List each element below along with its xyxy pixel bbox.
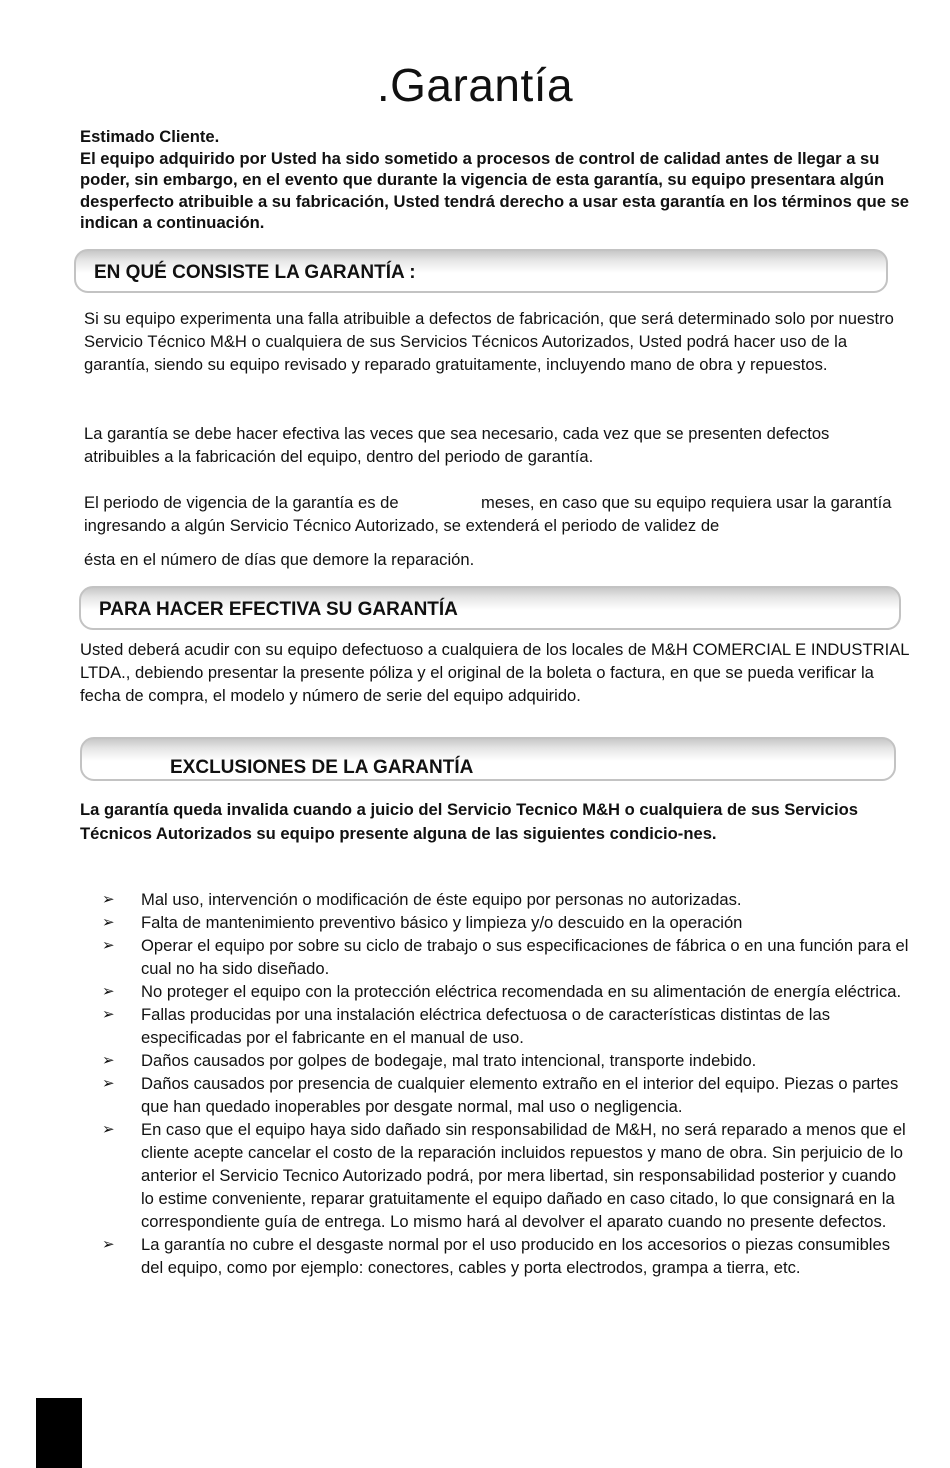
list-item-text: La garantía no cubre el desgaste normal por el uso producido en los accesorios o piezas consumibles del equipo, como por ejemplo: conectores, cables y porta electrodos, grampa a tierra, etc. — [141, 1235, 891, 1277]
list-item — [100, 911, 910, 934]
arrow-bullet-icon: ➢ — [102, 1006, 115, 1023]
list-item-text: En caso que el equipo haya sido dañado sin responsabilidad de M&H, no será reparado a menos que el cliente acepte cancelar el costo de la reparación incluidos repuestos y mano de obra. Sin perjuicio de lo anterior el Servicio Tecnico Autorizado podrá, por mera libertad, sin responsabilidad posterior y cuando lo estime conveniente, reparar gratuitamente el equipo dañado en caso citado, lo que consignará en la correspondiente guía de entrega. Lo mismo hará al devolver el aparato cuando no presente defectos. — [141, 1120, 906, 1231]
list-item — [100, 1072, 910, 1118]
consiste-paragraph-1: Si su equipo experimenta una falla atribuible a defectos de fabricación, que será determinado solo por nuestro Servicio Técnico M&H o cualquiera de sus Servicios Técnicos Autorizados, Usted podrá hacer uso de la garantía, siendo su equipo revisado y reparado gratuitamente, incluyendo mano de obra y repuestos. — [84, 309, 894, 374]
arrow-bullet-icon: ➢ — [102, 1052, 115, 1069]
list-item-text: Operar el equipo por sobre su ciclo de trabajo o sus especificaciones de fábrica o en una función para el cual no ha sido diseñado. — [141, 936, 909, 978]
vigencia-text-start: El periodo de vigencia de la garantía es de — [84, 493, 399, 512]
intro-text: El equipo adquirido por Usted ha sido sometido a procesos de control de calidad antes de llegar a su poder, sin embargo, en el evento que durante la vigencia de esta garantía, su equipo presentara algún desperfecto atribuible a su fabricación, Usted tendrá derecho a usar esta garantía en los términos que se indican a continuación. — [80, 148, 910, 232]
arrow-bullet-icon: ➢ — [102, 983, 115, 1000]
arrow-bullet-icon: ➢ — [102, 937, 115, 954]
arrow-bullet-icon: ➢ — [102, 1236, 115, 1253]
list-item — [100, 1118, 910, 1233]
intro-greeting: Estimado Cliente. — [80, 127, 220, 146]
list-item-text: No proteger el equipo con la protección eléctrica recomendada en su alimentación de energía eléctrica. — [141, 982, 902, 1001]
efectiva-paragraph: Usted deberá acudir con su equipo defectuoso a cualquiera de los locales de M&H COMERCIAL E INDUSTRIAL LTDA., debiendo presentar la presente póliza y el original de la boleta o factura, en que se pueda verificar la fecha de compra, el modelo y número de serie del equipo adquirido. — [80, 640, 909, 705]
page-title: .Garantía — [376, 59, 574, 111]
list-item — [100, 980, 910, 1003]
list-item — [100, 1233, 910, 1279]
section-banner-consiste — [74, 249, 888, 293]
list-item-text: Daños causados por presencia de cualquier elemento extraño en el interior del equipo. Piezas o partes que han quedado inoperables por desgate normal, mal uso o negligencia. — [141, 1074, 899, 1116]
exclusiones-intro: La garantía queda invalida cuando a juicio del Servicio Tecnico M&H o cualquiera de sus Servicios Técnicos Autorizados su equipo presente alguna de las siguientes condicio-nes. — [80, 800, 858, 843]
section-banner-exclusiones — [80, 737, 896, 781]
section-heading-consiste: EN QUÉ CONSISTE LA GARANTÍA : — [94, 262, 416, 283]
consiste-paragraph-2: La garantía se debe hacer efectiva las veces que sea necesario, cada vez que se presenten defectos atribuibles a la fabricación del equipo, dentro del periodo de garantía. — [84, 424, 830, 466]
vigencia-text-end: ésta en el número de días que demore la reparación. — [84, 550, 475, 569]
list-item-text: Fallas producidas por una instalación eléctrica defectuosa o de características distintas de las especificadas por el fabricante en el manual de uso. — [141, 1005, 831, 1047]
list-item-text: Falta de mantenimiento preventivo básico y limpieza y/o descuido en la operación — [141, 913, 743, 932]
list-item — [100, 888, 910, 911]
intro-block — [80, 126, 910, 234]
list-item — [100, 1003, 910, 1049]
list-item-text: Daños causados por golpes de bodegaje, mal trato intencional, transporte indebido. — [141, 1051, 757, 1070]
arrow-bullet-icon: ➢ — [102, 914, 115, 931]
vigencia-text-continued: meses, en caso que su equipo requiera usar la garantía ingresando a algún Servicio Técnico Autorizado, se extenderá el periodo de validez de — [84, 493, 892, 535]
list-item-text: Mal uso, intervención o modificación de éste equipo por personas no autorizadas. — [141, 890, 742, 909]
section-heading-exclusiones: EXCLUSIONES DE LA GARANTÍA — [170, 757, 474, 778]
arrow-bullet-icon: ➢ — [102, 1121, 115, 1138]
list-item — [100, 1049, 910, 1072]
page-edge-tab — [36, 1398, 82, 1468]
section-banner-efectiva — [79, 586, 901, 630]
section-heading-efectiva: PARA HACER EFECTIVA SU GARANTÍA — [99, 599, 458, 620]
arrow-bullet-icon: ➢ — [102, 1075, 115, 1092]
list-item — [100, 934, 910, 980]
exclusiones-list — [100, 888, 910, 1279]
arrow-bullet-icon: ➢ — [102, 891, 115, 908]
